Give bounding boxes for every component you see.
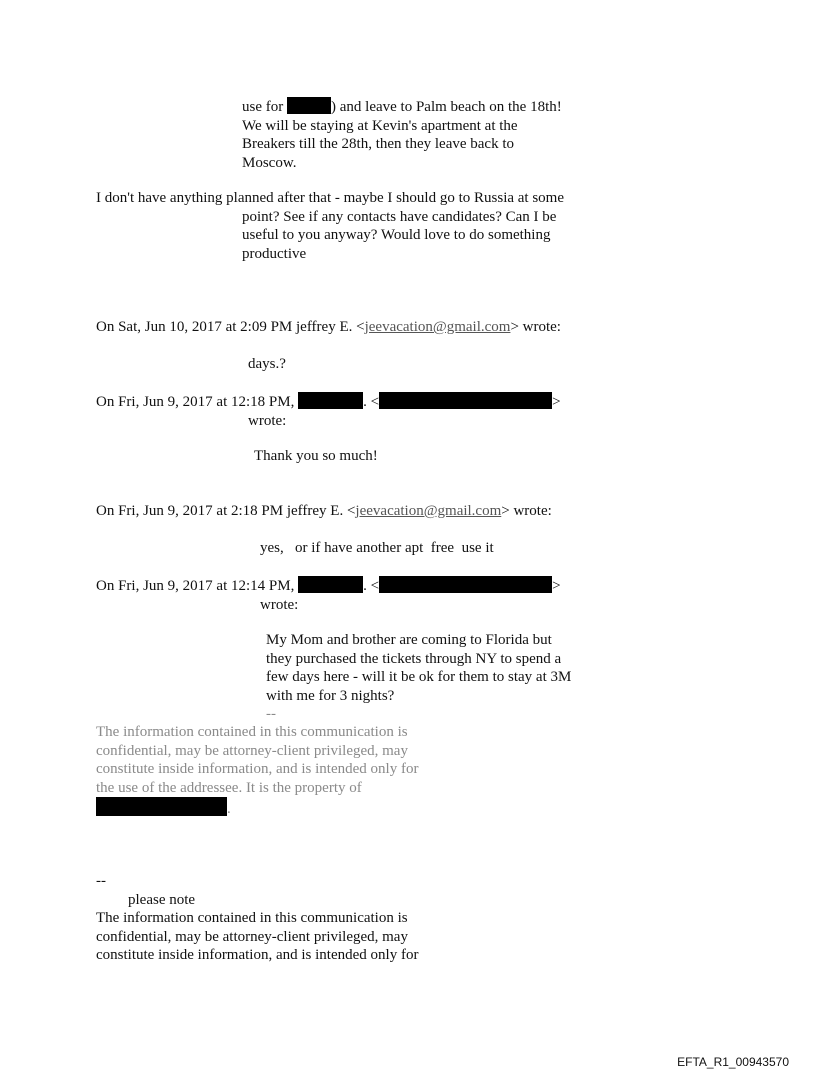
text-line: The information contained in this communication is: [96, 724, 408, 740]
redaction-box: [287, 97, 331, 114]
text: On Sat, Jun 10, 2017 at 2:09 PM jeffrey E. <: [96, 319, 365, 335]
text-line: confidential, may be attorney-client privileged, may: [96, 928, 408, 945]
text: On Fri, Jun 9, 2017 at 12:18 PM,: [96, 394, 299, 410]
redaction-box: [96, 797, 227, 816]
text: . <: [363, 394, 380, 410]
redaction-box: [298, 576, 363, 593]
text-line: with me for 3 nights?: [266, 687, 395, 704]
text-line: point? See if any contacts have candidates? Can I be: [242, 208, 557, 225]
text: .: [227, 801, 231, 817]
signature-separator: --: [96, 873, 106, 889]
reply-text-1: days.?: [248, 356, 286, 372]
text-line: My Mom and brother are coming to Florida but: [266, 632, 552, 648]
quote-header-2: [96, 392, 561, 430]
email-link[interactable]: jeevacation@gmail.com: [355, 503, 502, 519]
text-line: wrote:: [260, 596, 299, 613]
text: > wrote:: [510, 319, 561, 335]
email-link[interactable]: jeevacation@gmail.com: [364, 319, 511, 335]
confidentiality-disclaimer: [96, 723, 418, 819]
message-paragraph-2: [96, 189, 564, 263]
text: . <: [363, 578, 380, 594]
text-line: The information contained in this communication is: [96, 910, 408, 926]
redaction-box: [379, 576, 552, 593]
text: >: [552, 394, 561, 410]
footer-signature: [96, 872, 418, 965]
text-line: wrote:: [248, 412, 287, 429]
text: >: [552, 578, 561, 594]
text: On Fri, Jun 9, 2017 at 2:18 PM jeffrey E. <: [96, 503, 356, 519]
message-paragraph-1: [242, 97, 562, 172]
text-line: confidential, may be attorney-client privileged, may: [96, 742, 408, 759]
original-message: [266, 631, 571, 724]
text-line: Moscow.: [242, 154, 297, 171]
reply-text-2: Thank you so much!: [254, 448, 378, 464]
document-id: EFTA_R1_00943570: [677, 1055, 789, 1069]
reply-text-3: yes, or if have another apt free use it: [260, 540, 494, 556]
quote-header-3: [96, 502, 552, 521]
text: On Fri, Jun 9, 2017 at 12:14 PM,: [96, 578, 299, 594]
text-line: constitute inside information, and is intended only for: [96, 947, 419, 963]
text-line: please note: [128, 891, 196, 908]
redaction-box: [379, 392, 552, 409]
text-line: productive: [242, 245, 307, 262]
text-line: useful to you anyway? Would love to do something: [242, 227, 551, 243]
text: > wrote:: [501, 503, 552, 519]
text-line: We will be staying at Kevin's apartment at the: [242, 117, 518, 134]
redaction-box: [298, 392, 363, 409]
text-line: few days here - will it be ok for them to stay at 3M: [266, 669, 572, 685]
text-line: the use of the addressee. It is the property of: [96, 779, 362, 796]
quote-header-4: [96, 576, 561, 614]
text: ) and leave to Palm beach on the 18th!: [331, 99, 562, 115]
text-line: they purchased the tickets through NY to spend a: [266, 650, 562, 667]
text-line: constitute inside information, and is intended only for: [96, 761, 419, 777]
signature-separator: --: [266, 706, 276, 722]
text-line: I don't have anything planned after that - maybe I should go to Russia at some: [96, 190, 565, 206]
text-line: Breakers till the 28th, then they leave back to: [242, 136, 514, 152]
text: use for: [242, 99, 287, 115]
quote-header-1: [96, 318, 561, 337]
